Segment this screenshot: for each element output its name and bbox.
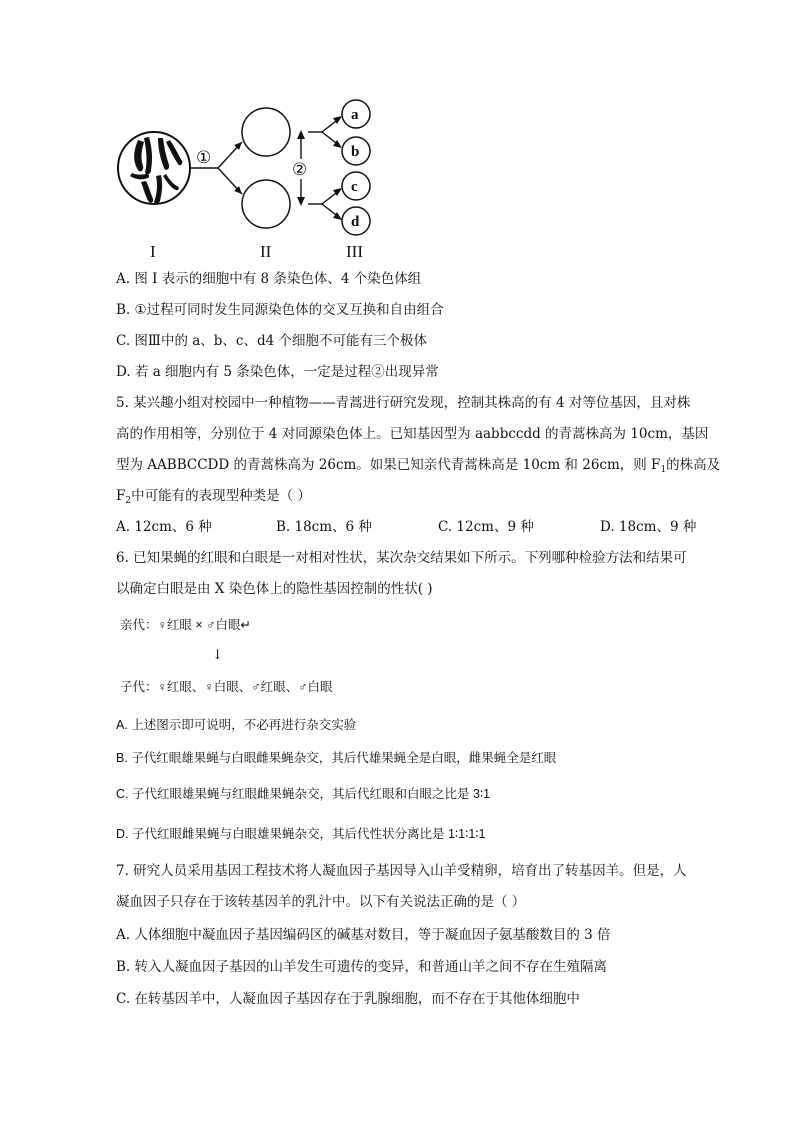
cell-iii-b-label: b — [351, 144, 360, 160]
q7-stem-line2: 凝血因子只存在于该转基因羊的乳汁中。以下有关说法正确的是（ ） — [116, 894, 526, 910]
q6-stem-line2: 以确定白眼是由 X 染色体上的隐性基因控制的性状( ) — [116, 581, 433, 597]
q4-option-a: A. 图 I 表示的细胞中有 8 条染色体、4 个染色体组 — [116, 271, 422, 287]
q6-cross-parent: 亲代：♀红眼 × ♂白眼↵ — [120, 618, 251, 632]
panel-label-i: I — [150, 242, 156, 261]
q5-stem-line2: 高的作用相等，分别位于 4 对同源染色体上。已知基因型为 aabbccdd 的青蒿株高为 10cm，基因 — [116, 426, 709, 442]
q7-option-a: A. 人体细胞中凝血因子基因编码区的碱基对数目，等于凝血因子氨基酸数目的 3 倍 — [116, 927, 611, 943]
q5-option-b: B. 18cm、6 种 — [276, 519, 372, 535]
q6-option-b: B. 子代红眼雄果蝇与白眼雌果蝇杂交，其后代雄果蝇全是白眼，雌果蝇全是红眼 — [116, 751, 557, 765]
q4-option-b: B. ①过程可同时发生同源染色体的交叉互换和自由组合 — [116, 302, 444, 318]
cell-ii-top — [242, 108, 290, 156]
q6-option-d: D. 子代红眼雌果蝇与白眼雄果蝇杂交，其后代性状分离比是 1∶1∶1∶1 — [116, 827, 486, 841]
q5-stem-line4: $F_2$中可能有的表现型种类是（ ） — [116, 488, 311, 506]
cell-iii-a-label: a — [351, 107, 359, 123]
q5-option-a: A. 12cm、6 种 — [116, 519, 212, 535]
panel-label-iii: III — [346, 242, 363, 261]
q6-option-a: A. 上述图示即可说明，不必再进行杂交实验 — [116, 718, 357, 732]
q6-option-c: C. 子代红眼雄果蝇与红眼雌果蝇杂交，其后代红眼和白眼之比是 3∶1 — [116, 787, 491, 801]
q7-option-b: B. 转入人凝血因子基因的山羊发生可遗传的变异，和普通山羊之间不存在生殖隔离 — [116, 959, 608, 975]
panel-label-ii: II — [260, 242, 272, 261]
cell-ii-bottom — [242, 180, 290, 228]
q5-stem-line1: 5. 某兴趣小组对校园中一种植物——青蒿进行研究发现，控制其株高的有 4 对等位基因，且对株 — [116, 395, 691, 411]
q4-option-c: C. 图Ⅲ中的 a、b、c、d4 个细胞不可能有三个极体 — [116, 333, 428, 349]
q5-option-c: C. 12cm、9 种 — [438, 519, 534, 535]
q6-cross-offspring: 子代：♀红眼、♀白眼、♂红眼、♂白眼 — [120, 680, 333, 694]
cell-i — [118, 132, 190, 204]
q5-option-d: D. 18cm、9 种 — [600, 519, 697, 535]
meiosis-diagram — [108, 94, 408, 264]
cell-iii-c-label: c — [351, 179, 358, 195]
q6-stem-line1: 6. 已知果蝇的红眼和白眼是一对相对性状，某次杂交结果如下所示。下列哪种检验方法和结果可 — [116, 550, 687, 566]
cell-iii-d-label: d — [351, 214, 360, 230]
chromosomes — [130, 137, 182, 204]
q4-option-d: D. 若 a 细胞内有 5 条染色体，一定是过程②出现异常 — [116, 364, 439, 380]
q7-stem-line1: 7. 研究人员采用基因工程技术将人凝血因子基因导入山羊受精卵，培育出了转基因羊。但是，人 — [116, 863, 687, 879]
q7-option-c: C. 在转基因羊中，人凝血因子基因存在于乳腺细胞，而不存在于其他体细胞中 — [116, 991, 580, 1007]
q6-cross-arrow: ↓ — [212, 647, 224, 663]
process-1-label: ① — [196, 148, 212, 168]
q5-stem-line3: 型为 AABBCCDD 的青蒿株高为 26cm。如果已知亲代青蒿株高是 10cm 和 26cm，则 $F_1$的株高及 — [116, 457, 721, 475]
process-2-label: ② — [292, 160, 308, 180]
